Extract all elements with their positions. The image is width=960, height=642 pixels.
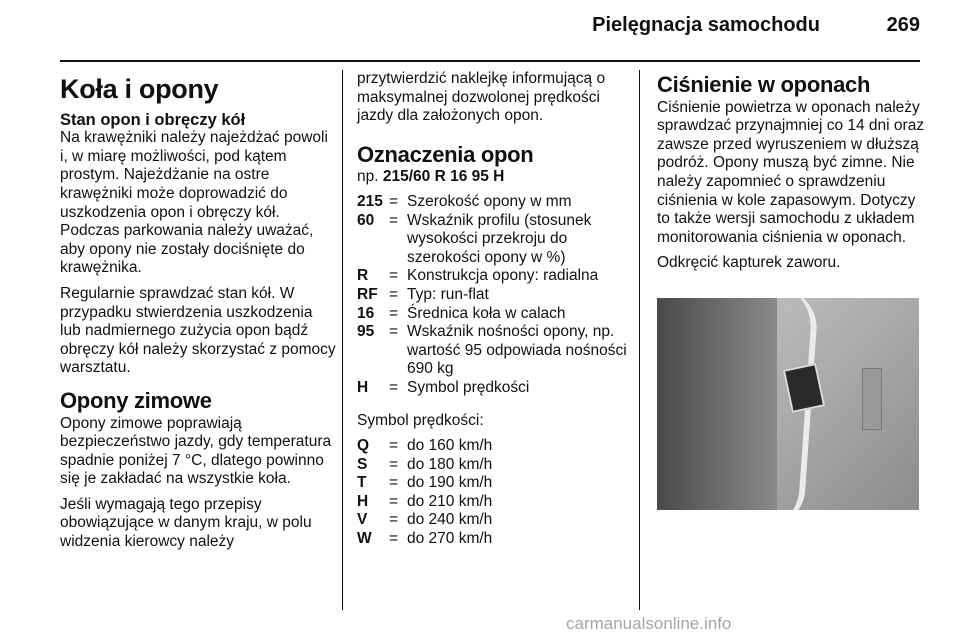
paragraph-inspect: Regularnie sprawdzać stan kół. W przypadku stwierdzenia uszkodzenia lub nadmiernego zużycia opon bądź obręczy kół należy skorzystać z pomocy warsztatu.: [60, 284, 336, 377]
equals-sign: =: [389, 530, 399, 548]
equals-sign: =: [389, 511, 399, 529]
definition-row: [357, 305, 627, 324]
speed-row: [357, 474, 492, 493]
definition-text: Średnica koła w calach: [407, 304, 566, 322]
equals-sign: =: [389, 492, 399, 510]
subheading-tyre-condition: Stan opon i obręczy kół: [60, 110, 246, 129]
definition-text: Szerokość opony w mm: [407, 192, 572, 210]
example-code: 215/60 R 16 95 H: [382, 168, 505, 186]
heading-winter-tyres: Opony zimowe: [60, 387, 212, 413]
speed-text: do 160 km/h: [407, 437, 493, 455]
page-header-title: Pielęgnacja samochodu: [592, 14, 820, 36]
heading-tyre-designation: Oznaczenia opon: [357, 141, 534, 167]
column-2: [357, 70, 627, 561]
definition-text: Symbol prędkości: [407, 378, 530, 396]
section-title-wheels: Koła i opony: [60, 74, 219, 104]
definition-key: 16: [357, 304, 375, 322]
speed-key: T: [357, 474, 367, 492]
speed-text: do 210 km/h: [407, 492, 493, 510]
paragraph-valve-cap: Odkręcić kapturek zaworu.: [657, 254, 841, 272]
speed-text: do 190 km/h: [407, 474, 493, 492]
speed-row: [357, 530, 492, 549]
speed-key: H: [357, 492, 369, 510]
definition-text: Konstrukcja opony: radialna: [407, 267, 599, 285]
header-rule: [60, 60, 920, 62]
page-number: 269: [886, 14, 920, 36]
definition-key: H: [357, 378, 369, 396]
definition-key: R: [357, 267, 369, 285]
speed-key: V: [357, 511, 368, 529]
equals-sign: =: [389, 211, 399, 229]
equals-sign: =: [389, 455, 399, 473]
column-divider-1: [342, 70, 343, 610]
equals-sign: =: [389, 304, 399, 322]
paragraph-continued: przytwierdzić naklejkę informującą o maksymalnej dozwolonej prędkości jazdy dla założonych opon.: [357, 70, 606, 125]
speed-text: do 240 km/h: [407, 511, 493, 529]
equals-sign: =: [389, 474, 399, 492]
column-1: [60, 70, 336, 559]
equals-sign: =: [389, 267, 399, 285]
equals-sign: =: [389, 378, 399, 396]
speed-row: [357, 493, 492, 512]
speed-text: do 180 km/h: [407, 455, 493, 473]
equals-sign: =: [389, 437, 399, 455]
watermark: carmanualsonline.info: [566, 614, 732, 633]
door-hinge: [862, 368, 882, 430]
definition-text: Typ: run-flat: [407, 285, 489, 303]
definition-row: [357, 212, 627, 268]
speed-row: [357, 456, 492, 475]
speed-row: [357, 437, 492, 456]
speed-text: do 270 km/h: [407, 530, 493, 548]
equals-sign: =: [389, 285, 399, 303]
paragraph-pressure: Ciśnienie powietrza w oponach należy sprawdzać przynajmniej co 14 dni oraz zawsze przed wyruszeniem w dłuższą podróż. Opony muszą być zimne. Nie należy zapomnieć o sprawdzeniu ciśnienia w kole zapasowym. Dotyczy to także wersji samochodu z układem monitorowania ciśnienia w oponach.: [657, 98, 925, 246]
definition-text: Wskaźnik nośności opony, np. wartość 95 odpowiada nośności 690 kg: [407, 323, 627, 378]
equals-sign: =: [389, 323, 399, 341]
paragraph-curbs: Na krawężniki należy najeżdżać powoli i, w miarę możliwości, pod kątem prostym. Najeżdżanie na ostre krawężniki może doprowadzić do uszkodzenia opon i obręczy kół. Podczas parkowania należy uważać, aby opony nie zostały dociśnięte do krawężnika.: [60, 129, 328, 277]
definition-row: [357, 379, 627, 398]
definition-key: 60: [357, 211, 375, 229]
definition-key: 215: [357, 192, 383, 210]
column-3: [657, 70, 925, 280]
speed-key: S: [357, 455, 368, 473]
definition-text: Wskaźnik profilu (stosunek wysokości przekroju do szerokości opony w %): [407, 211, 592, 266]
paragraph-winter-1: Opony zimowe poprawiają bezpieczeństwo jazdy, gdy temperatura spadnie poniżej 7 °C, dlatego powinno się je zakładać na wszystkie koła.: [60, 414, 332, 488]
speed-key: Q: [357, 437, 370, 455]
tyre-designation-table: [357, 193, 627, 398]
definition-key: RF: [357, 285, 378, 303]
tyre-example: [357, 168, 627, 187]
speed-key: W: [357, 530, 372, 548]
column-divider-2: [639, 70, 640, 610]
tyre-pressure-label-photo: [657, 298, 919, 510]
equals-sign: =: [389, 192, 399, 210]
definition-row: [357, 267, 627, 286]
speed-row: [357, 511, 492, 530]
definition-row: [357, 323, 627, 379]
definition-row: [357, 286, 627, 305]
speed-symbol-table: [357, 437, 492, 549]
speed-symbol-label: Symbol prędkości:: [357, 411, 484, 429]
paragraph-winter-2: Jeśli wymagają tego przepisy obowiązujące w danym kraju, w polu widzenia kierowcy należy: [60, 495, 312, 551]
definition-key: 95: [357, 323, 375, 341]
definition-row: [357, 193, 627, 212]
example-prefix: np.: [357, 168, 379, 186]
heading-tyre-pressure: Ciśnienie w oponach: [657, 72, 871, 97]
